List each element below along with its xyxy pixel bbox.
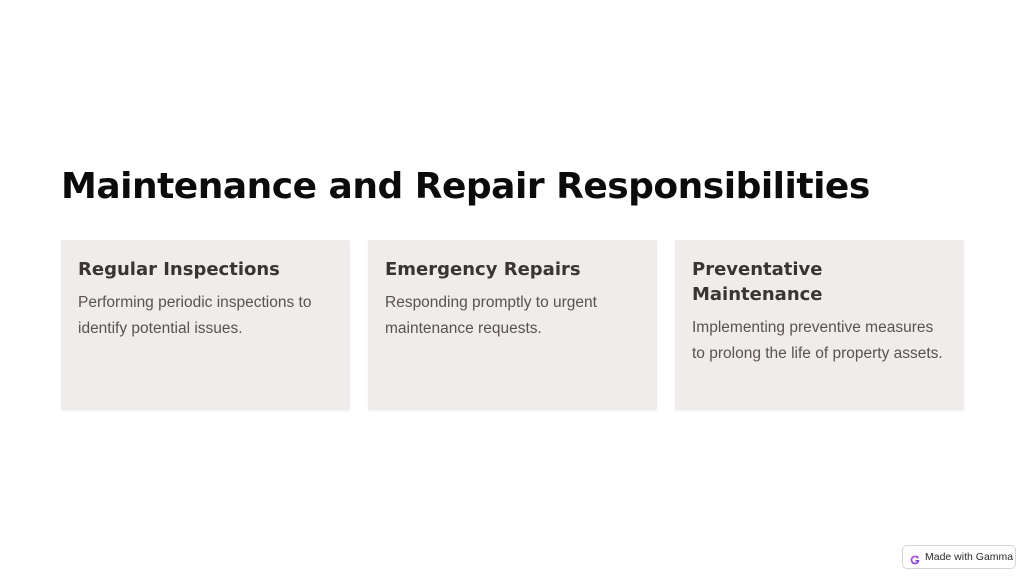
card-emergency-repairs [368,240,657,410]
card-row [61,240,964,410]
card-regular-inspections [61,240,350,410]
card-preventative-maintenance [675,240,964,410]
card-description: Performing periodic inspections to identify potential issues. [78,294,312,337]
card-title: Preventative Maintenance [692,259,823,305]
gamma-logo-icon [910,552,920,562]
card-title: Emergency Repairs [385,259,581,280]
badge-label: Made with Gamma [925,551,1014,563]
card-title: Regular Inspections [78,259,280,280]
slide-title: Maintenance and Repair Responsibilities [61,166,870,207]
card-description: Implementing preventive measures to prolong the life of property assets. [692,319,943,362]
made-with-gamma-badge[interactable] [902,545,1016,569]
card-description: Responding promptly to urgent maintenance requests. [385,294,597,337]
